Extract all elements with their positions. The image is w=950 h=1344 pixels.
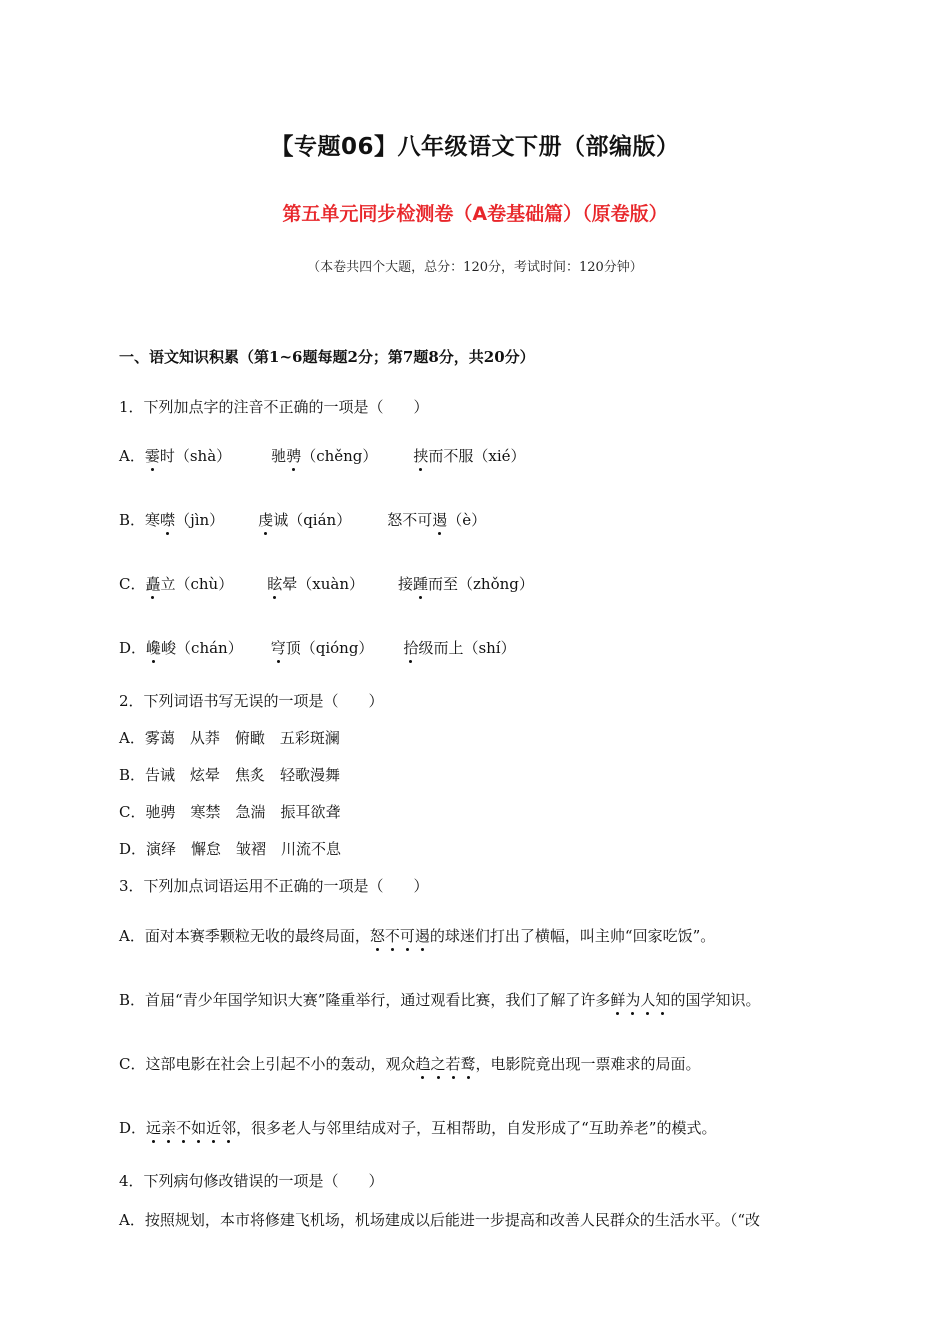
question-2-option-c: C．驰骋 寒禁 急湍 振耳欲聋 [119,803,341,821]
dotted-phrase [610,991,670,1009]
option-label: B． [119,511,146,529]
option-text: B．首届“青少年国学知识大赛”隆重举行，通过观看比赛，我们了解了许多 [119,991,611,1009]
dotted-char: 骋 [286,447,302,465]
dotted-char: 遏 [414,927,430,945]
dotted-char: 鲜 [610,991,626,1009]
option-text: 的国学知识。 [670,991,761,1009]
option-text: （è） [447,511,487,529]
dotted-char: 巉 [146,639,162,657]
question-2-stem: 2．下列词语书写无误的一项是（ ） [119,692,384,710]
dotted-char: 踵 [413,575,429,593]
option-text: 而不服（xié） [428,447,526,465]
question-1-option-c [119,573,534,594]
dotted-char: 若 [445,1055,461,1073]
dotted-char: 挟 [413,447,429,465]
dotted-char: 之 [430,1055,446,1073]
option-text: 顶（qióng） [285,639,374,657]
dotted-char: 虔 [258,511,274,529]
option-text: ，电影院竟出现一票难求的局面。 [475,1055,701,1073]
option-text: C．这部电影在社会上引起不小的轰动，观众 [119,1055,416,1073]
dotted-char: 为 [625,991,641,1009]
dotted-char: 不 [384,927,400,945]
dotted-char: 人 [640,991,656,1009]
option-text: 峻（chán） [161,639,243,657]
dotted-char: 知 [655,991,671,1009]
question-1-option-b [119,509,486,530]
option-text: 立（chù） [160,575,234,593]
question-3-option-c [119,1053,701,1074]
dotted-char: 邻 [221,1119,237,1137]
question-1-option-d [119,637,516,658]
dotted-char: 不 [176,1119,192,1137]
option-text: 驰 [271,447,287,465]
option-text: ，很多老人与邻里结成对子，互相帮助，自发形成了“互助养老”的模式。 [236,1119,717,1137]
option-text: （jìn） [175,511,225,529]
dotted-char: 眩 [267,575,283,593]
dotted-char: 怒 [369,927,385,945]
option-text: 接 [397,575,413,593]
question-4-stem: 4．下列病句修改错误的一项是（ ） [119,1172,384,1190]
question-2-option-a: A．雾蔼 从莽 俯瞰 五彩斑澜 [119,729,340,747]
document-title: 【专题06】八年级语文下册（部编版） [270,134,680,160]
option-label: A． [119,447,145,465]
section-heading: 一、语文知识积累（第1~6题每题2分；第7题8分，共20分） [119,348,535,366]
question-3-option-a [119,925,715,946]
dotted-char: 亲 [161,1119,177,1137]
dotted-phrase [370,927,430,945]
option-label: C． [119,575,146,593]
dotted-char: 霎 [144,447,160,465]
question-4-option-a: A．按照规划，本市将修建飞机场，机场建成以后能进一步提高和改善人民群众的生活水平。（“改 [119,1211,761,1229]
option-text: 晕（xuàn） [282,575,364,593]
question-3-option-b [119,989,760,1010]
option-text: 级而上（shí） [418,639,516,657]
option-text: 的球迷们打出了横幅，叫主帅“回家吃饭”。 [429,927,716,945]
dotted-char: 穹 [270,639,286,657]
dotted-char: 远 [146,1119,162,1137]
document-subtitle: 第五单元同步检测卷（A卷基础篇）（原卷版） [282,203,668,225]
dotted-phrase [146,1119,236,1137]
dotted-char: 鹜 [460,1055,476,1073]
option-text: 诚（qián） [273,511,352,529]
question-1-stem: 1．下列加点字的注音不正确的一项是（ ） [119,398,429,416]
dotted-char: 可 [399,927,415,945]
option-text: （chěng） [301,447,378,465]
option-text: 怒不可 [387,511,433,529]
question-2-option-d: D．演绎 懈怠 皱褶 川流不息 [119,840,342,858]
dotted-char: 拾 [403,639,419,657]
option-text: 而至（zhǒng） [428,575,534,593]
option-text: D． [119,1119,147,1137]
dotted-phrase [415,1055,475,1073]
dotted-char: 噤 [160,511,176,529]
option-label: D． [119,639,147,657]
dotted-char: 近 [206,1119,222,1137]
question-1-option-a [119,445,526,466]
option-text: A．面对本赛季颗粒无收的最终局面， [119,927,370,945]
dotted-char: 矗 [145,575,161,593]
question-3-option-d [119,1117,716,1138]
dotted-char: 趋 [415,1055,431,1073]
dotted-char: 遏 [432,511,448,529]
exam-note: （本卷共四个大题，总分：120分，考试时间：120分钟） [307,260,643,275]
question-3-stem: 3．下列加点词语运用不正确的一项是（ ） [119,877,429,895]
question-2-option-b: B．告诫 炫晕 焦炙 轻歌漫舞 [119,766,341,784]
option-text: 时（shà） [159,447,232,465]
option-text: 寒 [145,511,161,529]
dotted-char: 如 [191,1119,207,1137]
